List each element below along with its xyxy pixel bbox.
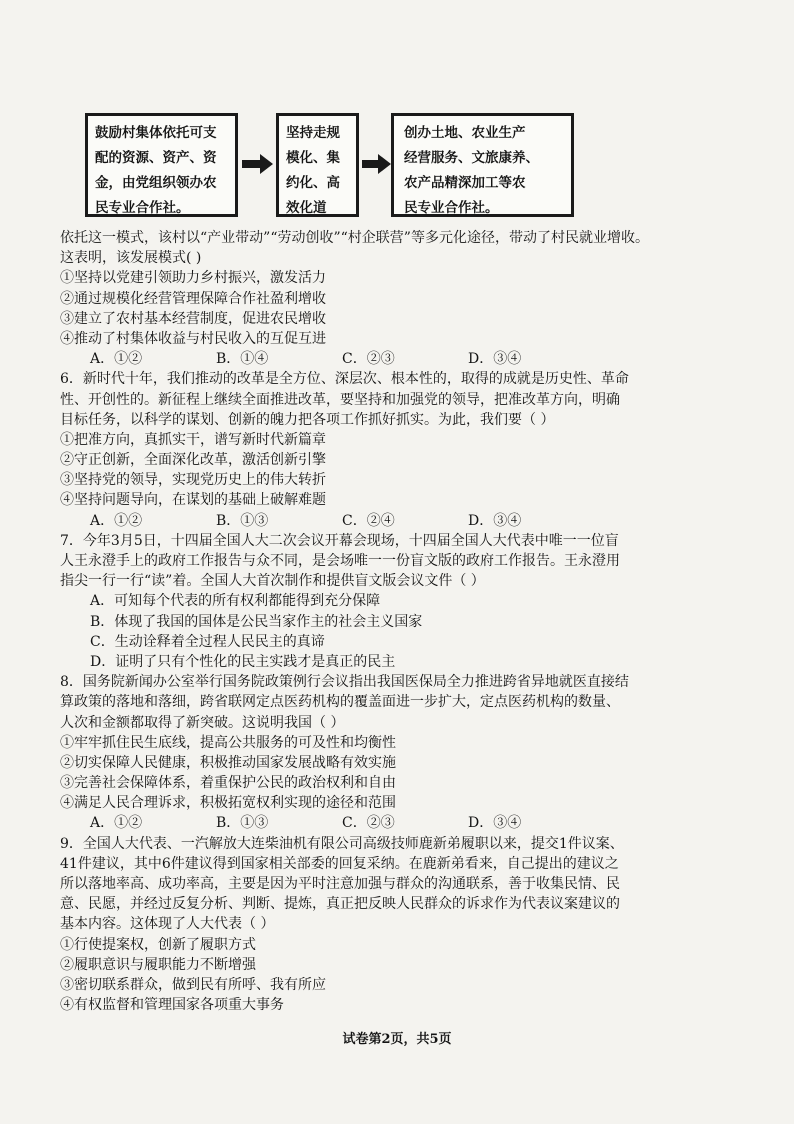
option-line: ①坚持以党建引领助力乡村振兴，激发活力 [60, 270, 326, 287]
question-stem-line: 8．国务院新闻办公室举行国务院政策例行会议指出我国医保局全力推进跨省异地就医直接结 [60, 674, 629, 691]
option-line: ③密切联系群众，做到民有所呼、我有所应 [60, 976, 326, 993]
choice-d: D．③④ [468, 815, 522, 832]
choice-a: A．①② [90, 815, 143, 832]
question-stem-line: 这表明，该发展模式( ) [60, 250, 202, 267]
question-stem-line: 意、民愿，并经过反复分析、判断、提炼，真正把反映人民群众的诉求作为代表议案建议的 [60, 896, 620, 913]
option-line: ④坚持问题导向，在谋划的基础上破解难题 [60, 492, 326, 509]
option-line: B．体现了我国的国体是公民当家作主的社会主义国家 [90, 613, 423, 630]
choice-c: C．②④ [342, 512, 395, 529]
flow-box-line: 模化、集 [286, 150, 340, 166]
question-stem-line: 依托这一模式，该村以“产业带动”“劳动创收”“村企联营”等多元化途径，带动了村民就业增收。 [60, 230, 649, 246]
question-stem-line: 目标任务，以科学的谋划、创新的魄力把各项工作抓好抓实。为此，我们要（ ） [60, 411, 555, 428]
page-footer: 试卷第2页，共5页 [342, 1032, 452, 1047]
flow-box-line: 民专业合作社。 [404, 200, 499, 216]
flow-box-line: 鼓励村集体依托可支 [95, 125, 217, 141]
option-line: ③建立了农村基本经营制度，促进农民增收 [60, 310, 326, 327]
question-text [60, 228, 760, 1015]
choice-b: B．①③ [216, 815, 269, 832]
question-7 [60, 531, 760, 672]
option-line: ④推动了村集体收益与村民收入的互促互进 [60, 330, 326, 347]
flow-box-line: 经营服务、文旅康养、 [404, 150, 539, 166]
question-stem-line: 41件建议，其中6件建议得到国家相关部委的回复采纳。在鹿新弟看来，自己提出的建议之 [60, 855, 619, 872]
option-line: ①行使提案权，创新了履职方式 [60, 936, 256, 953]
choice-b: B．①③ [216, 512, 269, 529]
flow-arrow-icon [362, 153, 392, 175]
question-stem-line: 算政策的落地和落细，跨省联网定点医药机构的覆盖面进一步扩大，定点医药机构的数量、 [60, 694, 620, 711]
choice-c: C．②③ [342, 815, 395, 832]
choice-d: D．③④ [468, 351, 522, 368]
question-stem-line: 9．全国人大代表、一汽解放大连柴油机有限公司高级技师鹿新弟履职以来，提交1件议案、 [60, 835, 624, 852]
flow-box-1 [85, 113, 238, 217]
question-stem-line: 6．新时代十年，我们推动的改革是全方位、深层次、根本性的，取得的成就是历史性、革命 [60, 371, 629, 388]
answer-choices [60, 349, 760, 369]
flow-box-line: 农产品精深加工等农 [404, 175, 526, 191]
option-line: ③完善社会保障体系，着重保护公民的政治权利和自由 [60, 775, 396, 792]
option-line: ①牢牢抓住民生底线，提高公共服务的可及性和均衡性 [60, 734, 396, 751]
question-stem-line: 性、开创性的。新征程上继续全面推进改革，要坚持和加强党的领导，把准改革方向，明确 [60, 391, 620, 408]
option-line: ①把准方向，真抓实干，谱写新时代新篇章 [60, 431, 326, 448]
option-line: ②守正创新，全面深化改革，激活创新引擎 [60, 452, 326, 469]
flow-box-line: 民专业合作社。 [95, 200, 190, 216]
flow-box-line: 创办土地、农业生产 [404, 125, 526, 141]
choice-a: A．①② [90, 512, 143, 529]
choice-a: A．①② [90, 351, 143, 368]
flow-box-line: 效化道 [286, 200, 327, 216]
option-line: ④有权监督和管理国家各项重大事务 [60, 997, 284, 1014]
question-stem-line: 人次和金额都取得了新突破。这说明我国（ ） [60, 714, 345, 731]
flow-box-line: 配的资源、资产、资 [95, 150, 217, 166]
flow-box-2 [276, 113, 359, 217]
flow-box-3 [391, 113, 574, 217]
question-9 [60, 834, 760, 1016]
flow-box-line: 约化、高 [286, 175, 340, 191]
option-line: D．证明了只有个性化的民主实践才是真正的民主 [90, 653, 396, 670]
choice-d: D．③④ [468, 512, 522, 529]
question-stem-line: 基本内容。这体现了人大代表（ ） [60, 916, 275, 933]
choice-b: B．①④ [216, 351, 269, 368]
question-6 [60, 369, 760, 531]
flow-arrow-icon [242, 153, 274, 175]
flowchart [85, 113, 575, 221]
question-stem-line: 7．今年3月5日，十四届全国人大二次会议开幕会现场，十四届全国人大代表中唯一一位盲 [60, 532, 619, 549]
question-stem-line: 指尖一行一行“读”着。全国人大首次制作和提供盲文版会议文件（ ） [60, 573, 485, 590]
choice-c: C．②③ [342, 351, 395, 368]
option-line: ②切实保障人民健康，积极推动国家发展战略有效实施 [60, 754, 396, 771]
option-line: C．生动诠释着全过程人民民主的真谛 [90, 633, 325, 650]
option-line: ②履职意识与履职能力不断增强 [60, 956, 256, 973]
option-line: ④满足人民合理诉求，积极拓宽权利实现的途径和范围 [60, 795, 396, 812]
flow-box-line: 金，由党组织领办农 [95, 175, 217, 191]
option-line: ③坚持党的领导，实现党历史上的伟大转折 [60, 472, 326, 489]
option-line: ②通过规模化经营管理保障合作社盈利增收 [60, 290, 326, 307]
answer-choices [60, 511, 760, 531]
question-stem-line: 人王永澄手上的政府工作报告与众不同，是会场唯一一份盲文版的政府工作报告。王永澄用 [60, 553, 620, 569]
flow-box-line: 坚持走规 [286, 125, 340, 141]
question-8 [60, 672, 760, 834]
question-stem-line: 所以落地率高、成功率高，主要是因为平时注意加强与群众的沟通联系，善于收集民情、民 [60, 876, 620, 892]
question-5 [60, 228, 760, 369]
option-line: A．可知每个代表的所有权利都能得到充分保障 [90, 593, 381, 610]
answer-choices [60, 813, 760, 833]
